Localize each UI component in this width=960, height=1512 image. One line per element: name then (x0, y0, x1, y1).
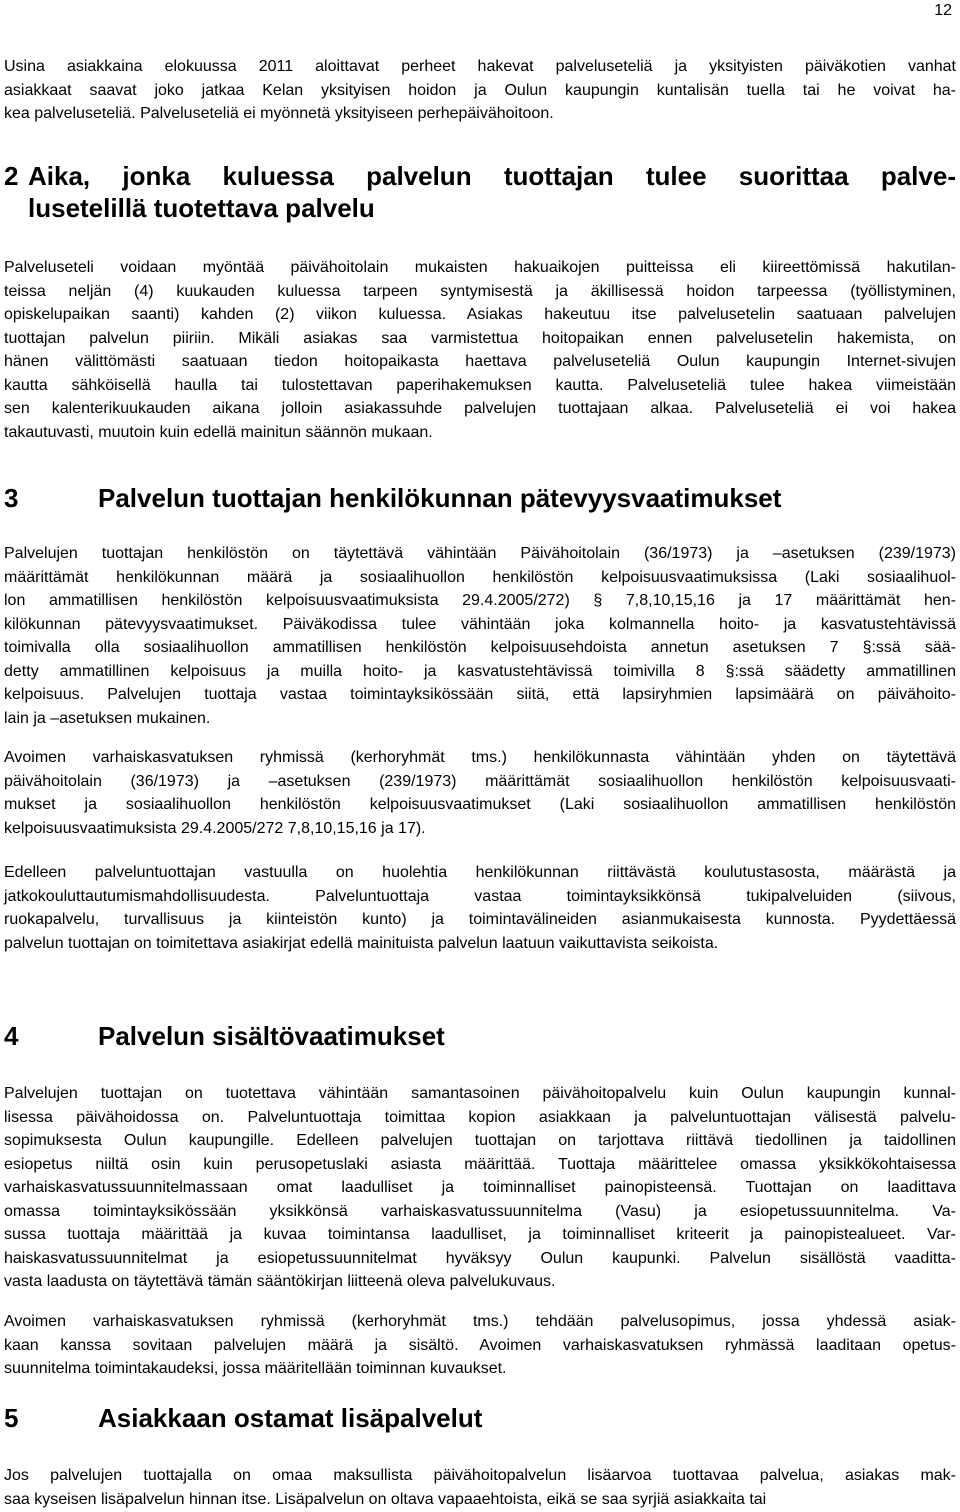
paragraph (4, 1310, 956, 1381)
paragraph-4-2 (4, 1310, 956, 1381)
text-line: lisessa päivähoidossa on. Palveluntuottaja toimittaa kopion asiakkaan ja palveluntuottajan välisestä palvelu- (4, 1108, 956, 1126)
paragraph (4, 1464, 956, 1511)
text-line: sen kalenterikuukauden aikana jolloin asiakassuhde palvelujen tuottajaan alkaa. Palveluseteliä ei voi hakea (4, 400, 956, 417)
text-line: varhaiskasvatussuunnitelmassaan omat laadulliset ja toiminnalliset painopisteensä. Tuottajan on laadittava (4, 1179, 956, 1196)
text-line: lon ammatillisen henkilöstön kelpoisuusvaatimuksista 29.4.2005/272) § 7,8,10,15,16 ja 17 määrittämät hen- (4, 592, 956, 609)
text-line: opiskelupaikan saanti) kahden (2) viikon kuluessa. Asiakas hakeutuu itse palvelusetelin saatuaan palvelujen (4, 306, 956, 323)
text-line: Palvelun tuottajan henkilökunnan pätevyysvaatimukset (98, 483, 782, 513)
text-line: sopimuksesta Oulun kaupungille. Edelleen palvelujen tuottajan on tarjottava riittävä tiedollinen ja taidollinen (4, 1132, 956, 1149)
text-line: Palvelujen tuottajan henkilöstön on täytettävä vähintään Päivähoitolain (36/1973) ja –asetuksen (239/1973) (4, 545, 956, 562)
text-line: Palveluseteli voidaan myöntää päivähoitolain mukaisten hakuaikojen puitteissa eli kiireettömissä hakutilan- (4, 259, 956, 276)
section-title (4, 160, 956, 224)
text-line: teissa neljän (4) kuukauden kuluessa tarpeen syntymisestä ja äkillisessä hoidon tarpeessa (työllistyminen, (4, 282, 956, 300)
text-line: Aika, jonka kuluessa palvelun tuottajan tulee suorittaa palve- (28, 161, 956, 191)
text-line: määrittämät henkilökunnan määrä ja sosiaalihuollon henkilöstön kelpoisuusvaatimuksissa (Laki sosiaalihuol- (4, 568, 956, 586)
text-line: Jos palvelujen tuottajalla on omaa maksullista päivähoitopalvelun lisäarvoa tuottavaa palvelua, asiakas mak- (4, 1467, 956, 1484)
text-line: ruokapalvelu, turvallisuus ja kiinteistön kunto) ja toimintavälineiden asianmukaisesta kunnosta. Pyydettäessä (4, 911, 956, 928)
text-line: kilökunnan pätevyysvaatimukset. Päiväkodissa tulee vähintään joka kolmannella hoito- ja kasvatustehtävissä (4, 615, 956, 633)
paragraph-3-3 (4, 861, 956, 955)
paragraph (4, 746, 956, 840)
section-number: 5 (4, 1403, 19, 1433)
text-line: päivähoitolain (36/1973) ja –asetuksen (239/1973) määrittämät sosiaalihuollon henkilöstön kelpoisuusvaati- (4, 772, 956, 790)
section-2 (4, 160, 956, 224)
section-number: 2 (4, 161, 19, 191)
paragraph-intro (4, 55, 956, 126)
text-line: kaan kanssa sovitaan palvelujen määrä ja sisältö. Avoimen varhaiskasvatuksen ryhmässä laaditaan opetus- (4, 1336, 956, 1354)
text-line: Asiakkaan ostamat lisäpalvelut (98, 1403, 483, 1433)
text-line: Palvelun sisältövaatimukset (98, 1021, 445, 1051)
section-title (4, 482, 956, 514)
text-line: Avoimen varhaiskasvatuksen ryhmissä (kerhoryhmät tms.) tehdään palvelusopimus, jossa yhdessä asiak- (4, 1313, 956, 1330)
text-line: kautta sähköisellä haulla tai tulostettavan paperihakemuksen kautta. Palveluseteliä tulee hakea viimeistään (4, 376, 956, 394)
text-line: Avoimen varhaiskasvatuksen ryhmissä (kerhoryhmät tms.) henkilökunnasta vähintään yhden on täytettävä (4, 749, 956, 766)
text-line: Palvelujen tuottajan on tuotettava vähintään samantasoinen päivähoitopalvelu kuin Oulun kaupungin kunnal- (4, 1085, 956, 1102)
section-5 (4, 1402, 956, 1434)
section-number: 3 (4, 483, 19, 513)
section-title (4, 1402, 956, 1434)
text-line: takautuvasti, muutoin kuin edellä mainitun säännön mukaan. (4, 423, 433, 441)
text-line: asiakkaat saavat joko jatkaa Kelan yksityisen hoidon ja Oulun kaupungin kuntalisän tuella tai he voivat ha- (4, 81, 956, 99)
text-line: haiskasvatussuunnitelmat ja esiopetussuunnitelmat hyväksyy Oulun kaupunki. Palvelun sisällöstä vaadittа- (4, 1249, 956, 1267)
paragraph-2-1 (4, 256, 956, 444)
section-heading (4, 1402, 956, 1434)
text-line: tuottajan palvelun piiriin. Mikäli asiakas saa varmistettua hoitopaikan ennen palvelusetelin hakemista, on (4, 329, 956, 347)
text-line: esiopetus niiltä osin kuin perusopetuslaki asiasta määrittää. Tuottaja määrittelee omassa yksikkökohtaisessa (4, 1155, 956, 1173)
paragraph-3-1 (4, 542, 956, 730)
section-title (4, 1020, 956, 1052)
paragraph (4, 542, 956, 730)
text-line: suunnitelma toimintakaudeksi, jossa määritellään toiminnan kuvaukset. (4, 1360, 507, 1377)
text-line: kea palveluseteliä. Palveluseteliä ei myönnetä yksityiseen perhepäivähoitoon. (4, 105, 554, 122)
text-line: omassa toimintayksikössään yksikkönsä varhaiskasvatussuunnitelma (Vasu) ja esiopetussuunnitelma. Va- (4, 1202, 956, 1220)
page-number: 12 (934, 2, 952, 19)
paragraph (4, 861, 956, 955)
text-line: palvelun tuottajan on toimitettava asiakirjat edellä mainituista palvelun laatuun vaikuttavista seikoista. (4, 934, 719, 952)
text-line: mukset ja sosiaalihuollon henkilöstön kelpoisuusvaatimukset (Laki sosiaalihuollon ammatillisen henkilöstön (4, 796, 956, 813)
paragraph-4-1 (4, 1082, 956, 1294)
text-line: saa kyseisen lisäpalvelun hinnan itse. Lisäpalvelun on oltava vapaaehtoista, eikä se saa syrjiä asiakkaita tai (4, 1490, 767, 1508)
section-number: 4 (4, 1021, 19, 1051)
text-line: lusetelillä tuotettava palvelu (28, 193, 375, 223)
text-line: toimivalla olla sosiaalihuollon ammatillisen henkilöstön kelpoisuusehdoista annetun asetuksen 7 §:ssä sää- (4, 639, 956, 656)
text-line: Usina asiakkaina elokuussa 2011 aloittavat perheet hakevat palveluseteliä ja yksityisten päiväkotien vanhat (4, 58, 956, 75)
text-line: hänen välittömästi saatuaan tiedon hoitopaikasta haettava palveluseteliä Oulun kaupungin Internet-sivujen (4, 353, 956, 370)
section-heading (4, 1020, 956, 1052)
text-line: detty ammatillinen kelpoisuus ja muilla hoito- ja kasvatustehtävissä toimivilla 8 §:ssä säädetty ammatillinen (4, 662, 956, 680)
paragraph-5-1 (4, 1464, 956, 1511)
text-line: vasta laadusta on täytettävä tämän sääntökirjan liitteenä oleva palvelukuvaus. (4, 1273, 556, 1290)
paragraph (4, 256, 956, 444)
section-4 (4, 1020, 956, 1052)
section-3 (4, 482, 956, 514)
paragraph (4, 55, 956, 126)
text-line: jatkokouluttautumismahdollisuudesta. Palveluntuottaja vastaa toimintayksikkönsä tukipalveluiden (siivous, (4, 887, 956, 905)
text-line: kelpoisuusvaatimuksista 29.4.2005/272 7,8,10,15,16 ja 17). (4, 819, 426, 837)
paragraph (4, 1082, 956, 1294)
text-line: lain ja –asetuksen mukainen. (4, 709, 211, 727)
text-line: kelpoisuus. Palvelujen tuottaja vastaa toimintayksikössään siitä, että lapsiryhmien lapsimäärä on päivähoito- (4, 686, 956, 703)
paragraph-3-2 (4, 746, 956, 840)
section-heading (4, 482, 956, 514)
text-line: Edelleen palveluntuottajan vastuulla on huolehtia henkilökunnan riittävästä koulutustasosta, määrästä ja (4, 864, 956, 881)
text-line: sussa tuottaja määrittää ja kuvaa toimintansa laadulliset, ja toiminnalliset kriteerit ja painopistealueet. Var- (4, 1226, 956, 1243)
section-heading (4, 160, 956, 224)
